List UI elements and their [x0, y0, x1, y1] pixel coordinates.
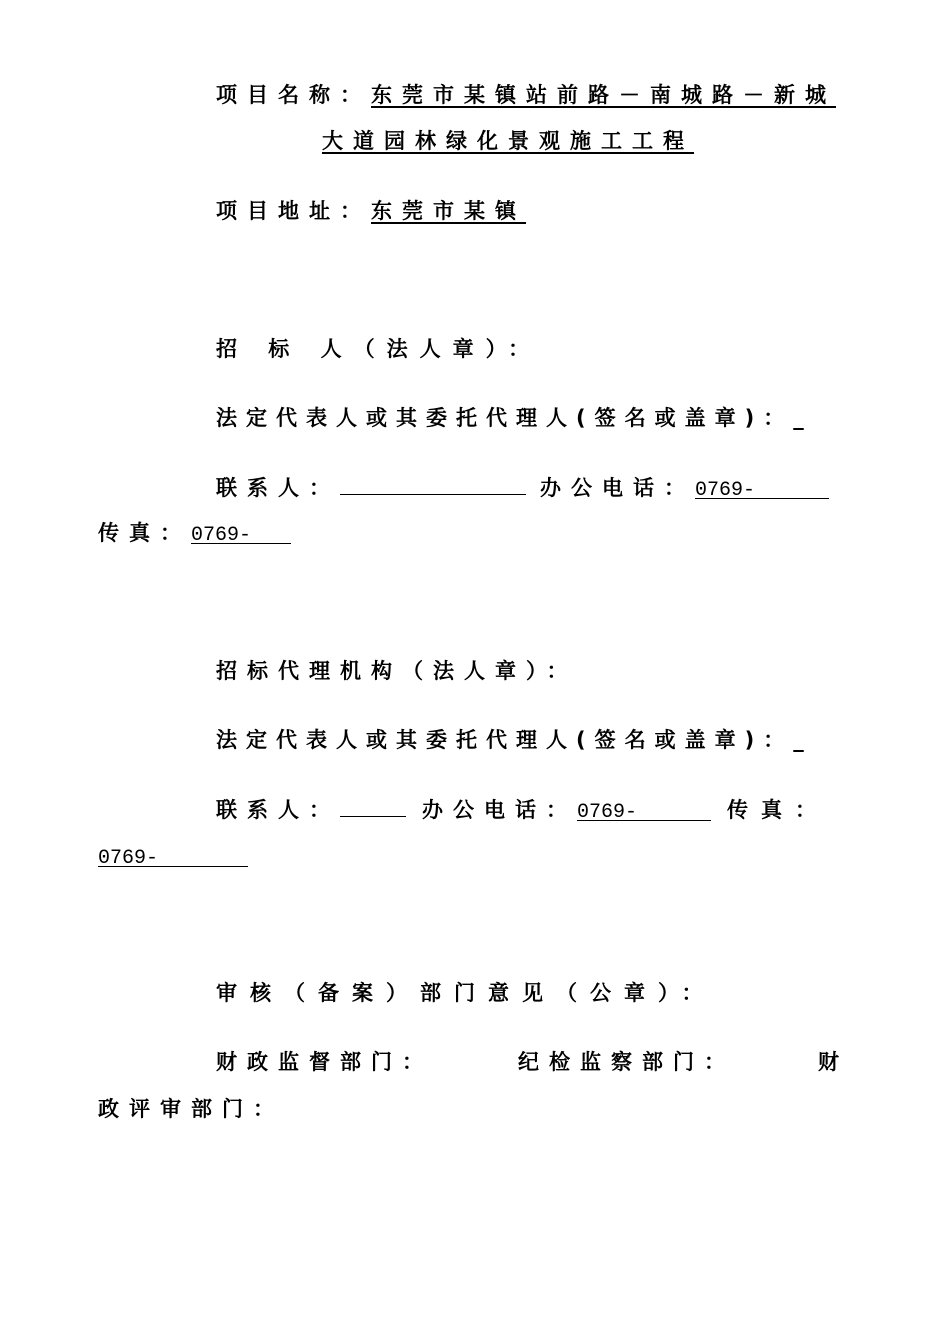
tenderer-contact-label: 联系人： [216, 476, 340, 500]
review-departments-row [216, 1047, 433, 1077]
agency-office-phone-value[interactable] [577, 798, 711, 824]
tenderer-office-phone-label: 办公电话： [540, 476, 695, 500]
agency-contact-row [216, 794, 829, 825]
agency-fax-prefix: 0769- [98, 847, 159, 870]
agency-contact-label: 联系人： [216, 798, 340, 822]
tenderer-legal-rep-label: 法定代表人或其委托代理人(签名或盖章)： [216, 406, 794, 430]
agency-legal-rep-row [216, 725, 813, 755]
agency-contact-blank[interactable] [340, 794, 406, 817]
tenderer-legal-rep-blank[interactable]: _ [793, 406, 813, 430]
agency-seal-label: 招标代理机构（法人章）： [216, 659, 578, 683]
tenderer-office-phone-prefix: 0769- [695, 479, 756, 502]
agency-office-phone-label: 办公电话： [422, 798, 577, 822]
finance-review-part2: 政评审部门： [98, 1097, 284, 1121]
finance-supervision-label: 财政监督部门： [216, 1050, 433, 1074]
project-address-value: 东莞市某镇 [371, 199, 526, 223]
finance-review-part1: 财 [818, 1050, 849, 1074]
agency-fax-label: 传真： [727, 798, 829, 822]
agency-legal-rep-label: 法定代表人或其委托代理人(签名或盖章)： [216, 728, 794, 752]
tenderer-fax-label: 传真： [98, 521, 191, 545]
tenderer-fax-value[interactable] [191, 521, 291, 547]
project-address-label: 项目地址： [216, 199, 371, 223]
agency-fax-value[interactable] [98, 844, 248, 870]
tenderer-contact-blank[interactable] [340, 472, 526, 495]
project-name-row [216, 80, 836, 110]
agency-office-phone-prefix: 0769- [577, 801, 638, 824]
agency-legal-rep-blank[interactable]: _ [793, 728, 813, 752]
tenderer-contact-row [216, 472, 829, 503]
tenderer-office-phone-value[interactable] [695, 476, 829, 502]
tenderer-seal-label: 招 标 人（法人章）： [216, 337, 542, 361]
project-address-row [216, 196, 526, 226]
tenderer-fax-row [98, 518, 291, 548]
review-title: 审核（备案）部门意见（公章）： [216, 981, 716, 1005]
agency-fax-row [98, 841, 248, 871]
tenderer-fax-prefix: 0769- [191, 524, 252, 547]
project-name-line2: 大道园林绿化景观施工工程 [322, 129, 694, 153]
project-name-line1: 东莞市某镇站前路－南城路－新城 [371, 83, 836, 107]
project-name-label: 项目名称： [216, 83, 371, 107]
tenderer-legal-rep-row [216, 403, 813, 433]
discipline-inspection-label: 纪检监察部门： [518, 1050, 735, 1074]
